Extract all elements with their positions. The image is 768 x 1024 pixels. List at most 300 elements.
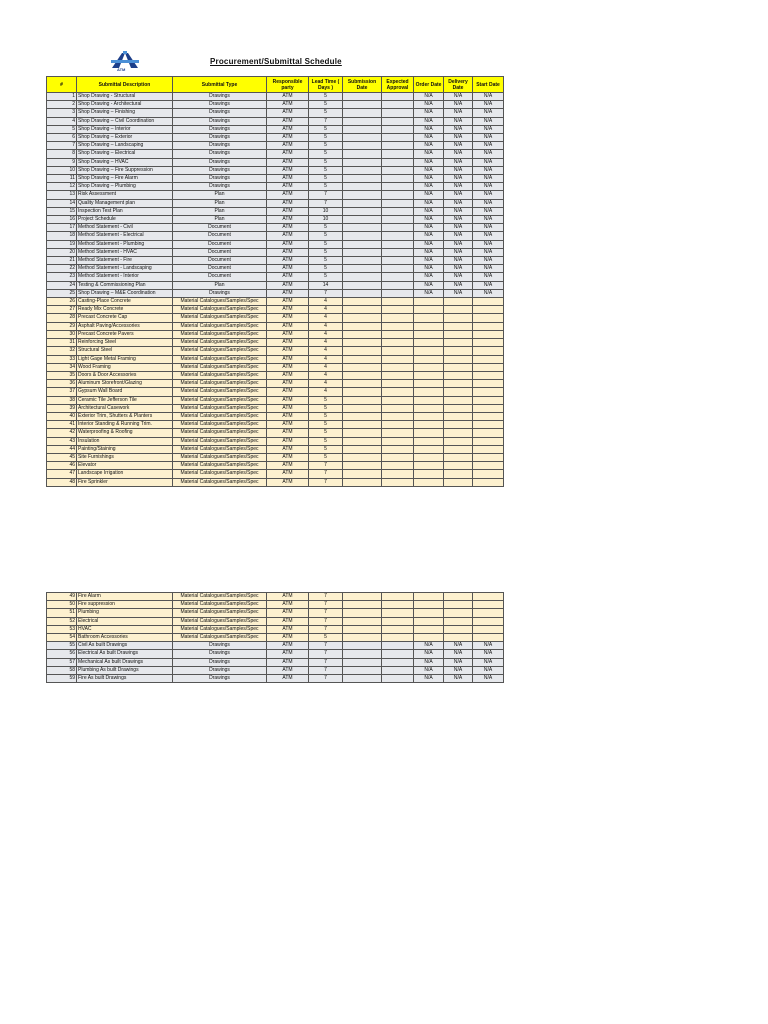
- cell-submission-date: [343, 371, 382, 379]
- cell-type: Plan: [173, 216, 267, 224]
- cell-order-date: N/A: [414, 134, 444, 142]
- cell-order-date: N/A: [414, 175, 444, 183]
- cell-submission-date: [343, 232, 382, 240]
- cell-delivery-date: N/A: [444, 265, 473, 273]
- cell-type: Material Catalogues/Samples/Spec: [173, 593, 267, 601]
- cell-responsible: ATM: [267, 306, 309, 314]
- cell-lead-time: 5: [309, 125, 343, 133]
- cell-start-date: [473, 453, 504, 461]
- cell-responsible: ATM: [267, 117, 309, 125]
- cell-order-date: N/A: [414, 642, 444, 650]
- col-header-start-date: Start Date: [473, 77, 504, 93]
- cell-submission-date: [343, 306, 382, 314]
- cell-delivery-date: [444, 355, 473, 363]
- cell-start-date: N/A: [473, 183, 504, 191]
- cell-number: 19: [47, 240, 77, 248]
- table-row: [47, 339, 504, 347]
- cell-lead-time: 4: [309, 339, 343, 347]
- cell-order-date: N/A: [414, 150, 444, 158]
- cell-number: 59: [47, 675, 77, 683]
- cell-description: Shop Drawing – Finishing: [77, 109, 173, 117]
- cell-expected-approval: [382, 166, 414, 174]
- cell-type: Material Catalogues/Samples/Spec: [173, 339, 267, 347]
- cell-start-date: [473, 429, 504, 437]
- cell-responsible: ATM: [267, 609, 309, 617]
- cell-lead-time: 5: [309, 93, 343, 101]
- cell-number: 27: [47, 306, 77, 314]
- cell-number: 55: [47, 642, 77, 650]
- cell-order-date: [414, 388, 444, 396]
- cell-responsible: ATM: [267, 412, 309, 420]
- col-header-responsible: Responsible party: [267, 77, 309, 93]
- cell-order-date: [414, 363, 444, 371]
- table-row: [47, 625, 504, 633]
- cell-start-date: N/A: [473, 125, 504, 133]
- cell-description: Project Schedule: [77, 216, 173, 224]
- cell-start-date: [473, 388, 504, 396]
- cell-delivery-date: [444, 388, 473, 396]
- cell-number: 40: [47, 412, 77, 420]
- cell-description: Method Statement - Fire: [77, 257, 173, 265]
- table-row: [47, 388, 504, 396]
- cell-delivery-date: N/A: [444, 642, 473, 650]
- cell-type: Drawings: [173, 650, 267, 658]
- cell-order-date: [414, 330, 444, 338]
- cell-responsible: ATM: [267, 248, 309, 256]
- cell-responsible: ATM: [267, 388, 309, 396]
- cell-number: 46: [47, 462, 77, 470]
- cell-delivery-date: N/A: [444, 232, 473, 240]
- cell-responsible: ATM: [267, 298, 309, 306]
- cell-submission-date: [343, 166, 382, 174]
- cell-lead-time: 4: [309, 306, 343, 314]
- cell-number: 42: [47, 429, 77, 437]
- cell-expected-approval: [382, 363, 414, 371]
- cell-type: Document: [173, 265, 267, 273]
- cell-number: 47: [47, 470, 77, 478]
- cell-delivery-date: [444, 314, 473, 322]
- cell-description: Precast Concrete Cap: [77, 314, 173, 322]
- cell-type: Material Catalogues/Samples/Spec: [173, 363, 267, 371]
- cell-responsible: ATM: [267, 617, 309, 625]
- cell-type: Material Catalogues/Samples/Spec: [173, 412, 267, 420]
- cell-number: 48: [47, 478, 77, 486]
- cell-expected-approval: [382, 232, 414, 240]
- cell-start-date: [473, 601, 504, 609]
- col-header-lead-time: Lead Time ( Days ): [309, 77, 343, 93]
- table-row: [47, 462, 504, 470]
- cell-submission-date: [343, 273, 382, 281]
- cell-number: 2: [47, 101, 77, 109]
- cell-expected-approval: [382, 339, 414, 347]
- table-row: [47, 257, 504, 265]
- cell-delivery-date: N/A: [444, 257, 473, 265]
- cell-submission-date: [343, 216, 382, 224]
- cell-type: Material Catalogues/Samples/Spec: [173, 470, 267, 478]
- cell-delivery-date: [444, 634, 473, 642]
- cell-delivery-date: N/A: [444, 93, 473, 101]
- cell-expected-approval: [382, 183, 414, 191]
- cell-start-date: N/A: [473, 289, 504, 297]
- cell-description: Ready Mix Concrete: [77, 306, 173, 314]
- table-row: [47, 93, 504, 101]
- cell-responsible: ATM: [267, 314, 309, 322]
- cell-start-date: N/A: [473, 175, 504, 183]
- cell-number: 17: [47, 224, 77, 232]
- cell-submission-date: [343, 617, 382, 625]
- cell-description: Structural Steel: [77, 347, 173, 355]
- cell-type: Material Catalogues/Samples/Spec: [173, 404, 267, 412]
- cell-start-date: N/A: [473, 158, 504, 166]
- cell-start-date: N/A: [473, 191, 504, 199]
- cell-expected-approval: [382, 396, 414, 404]
- cell-order-date: N/A: [414, 216, 444, 224]
- cell-responsible: ATM: [267, 363, 309, 371]
- cell-submission-date: [343, 634, 382, 642]
- cell-type: Drawings: [173, 158, 267, 166]
- col-header-submission-date: Submission Date: [343, 77, 382, 93]
- cell-lead-time: 5: [309, 634, 343, 642]
- cell-delivery-date: [444, 330, 473, 338]
- cell-lead-time: 5: [309, 158, 343, 166]
- cell-lead-time: 4: [309, 298, 343, 306]
- cell-submission-date: [343, 93, 382, 101]
- cell-responsible: ATM: [267, 462, 309, 470]
- table-row: [47, 650, 504, 658]
- cell-number: 44: [47, 445, 77, 453]
- cell-delivery-date: N/A: [444, 240, 473, 248]
- cell-type: Plan: [173, 207, 267, 215]
- cell-lead-time: 5: [309, 396, 343, 404]
- cell-number: 7: [47, 142, 77, 150]
- cell-start-date: N/A: [473, 207, 504, 215]
- cell-description: Casting-Place Concrete: [77, 298, 173, 306]
- cell-start-date: [473, 330, 504, 338]
- cell-expected-approval: [382, 248, 414, 256]
- cell-start-date: N/A: [473, 666, 504, 674]
- cell-type: Drawings: [173, 109, 267, 117]
- cell-delivery-date: [444, 445, 473, 453]
- cell-submission-date: [343, 191, 382, 199]
- cell-submission-date: [343, 380, 382, 388]
- cell-submission-date: [343, 363, 382, 371]
- col-header-description: Submittal Description: [77, 77, 173, 93]
- cell-responsible: ATM: [267, 355, 309, 363]
- cell-lead-time: 5: [309, 421, 343, 429]
- cell-lead-time: 5: [309, 101, 343, 109]
- cell-start-date: [473, 617, 504, 625]
- cell-type: Material Catalogues/Samples/Spec: [173, 421, 267, 429]
- cell-responsible: ATM: [267, 380, 309, 388]
- cell-delivery-date: N/A: [444, 248, 473, 256]
- cell-lead-time: 10: [309, 207, 343, 215]
- cell-delivery-date: N/A: [444, 150, 473, 158]
- cell-expected-approval: [382, 117, 414, 125]
- cell-lead-time: 5: [309, 429, 343, 437]
- cell-order-date: [414, 634, 444, 642]
- cell-responsible: ATM: [267, 322, 309, 330]
- cell-submission-date: [343, 265, 382, 273]
- cell-lead-time: 5: [309, 142, 343, 150]
- cell-lead-time: 5: [309, 453, 343, 461]
- cell-delivery-date: [444, 429, 473, 437]
- cell-start-date: N/A: [473, 101, 504, 109]
- cell-submission-date: [343, 281, 382, 289]
- cell-responsible: ATM: [267, 453, 309, 461]
- cell-type: Material Catalogues/Samples/Spec: [173, 322, 267, 330]
- cell-expected-approval: [382, 355, 414, 363]
- cell-order-date: N/A: [414, 224, 444, 232]
- cell-lead-time: 7: [309, 117, 343, 125]
- cell-expected-approval: [382, 125, 414, 133]
- cell-order-date: [414, 347, 444, 355]
- col-header-number: #: [47, 77, 77, 93]
- cell-expected-approval: [382, 191, 414, 199]
- cell-number: 22: [47, 265, 77, 273]
- cell-expected-approval: [382, 109, 414, 117]
- cell-order-date: [414, 453, 444, 461]
- cell-description: Testing & Commissioning Plan: [77, 281, 173, 289]
- cell-expected-approval: [382, 658, 414, 666]
- cell-delivery-date: [444, 601, 473, 609]
- cell-number: 1: [47, 93, 77, 101]
- cell-responsible: ATM: [267, 281, 309, 289]
- cell-description: Exterior Trim, Shutters & Planters: [77, 412, 173, 420]
- cell-submission-date: [343, 347, 382, 355]
- cell-type: Document: [173, 248, 267, 256]
- cell-start-date: [473, 445, 504, 453]
- cell-lead-time: 4: [309, 355, 343, 363]
- cell-lead-time: 7: [309, 191, 343, 199]
- cell-lead-time: 4: [309, 347, 343, 355]
- cell-description: Wood Framing: [77, 363, 173, 371]
- col-header-expected-approval: Expected Approval: [382, 77, 414, 93]
- cell-lead-time: 5: [309, 257, 343, 265]
- cell-type: Drawings: [173, 642, 267, 650]
- cell-description: Doors & Door Accessories: [77, 371, 173, 379]
- cell-submission-date: [343, 396, 382, 404]
- cell-responsible: ATM: [267, 330, 309, 338]
- cell-description: Method Statement - Plumbing: [77, 240, 173, 248]
- table-row: [47, 675, 504, 683]
- cell-submission-date: [343, 666, 382, 674]
- cell-lead-time: 4: [309, 380, 343, 388]
- cell-start-date: [473, 339, 504, 347]
- cell-delivery-date: N/A: [444, 675, 473, 683]
- cell-number: 38: [47, 396, 77, 404]
- cell-start-date: N/A: [473, 216, 504, 224]
- table-row: [47, 314, 504, 322]
- cell-delivery-date: [444, 347, 473, 355]
- cell-expected-approval: [382, 322, 414, 330]
- cell-delivery-date: N/A: [444, 183, 473, 191]
- table-row: [47, 248, 504, 256]
- table-row: [47, 216, 504, 224]
- table-row: [47, 642, 504, 650]
- cell-number: 11: [47, 175, 77, 183]
- cell-type: Material Catalogues/Samples/Spec: [173, 388, 267, 396]
- cell-start-date: [473, 306, 504, 314]
- cell-expected-approval: [382, 462, 414, 470]
- cell-lead-time: 7: [309, 625, 343, 633]
- cell-expected-approval: [382, 330, 414, 338]
- cell-delivery-date: N/A: [444, 650, 473, 658]
- cell-description: Fire suppression: [77, 601, 173, 609]
- table-row: [47, 306, 504, 314]
- table-row: [47, 593, 504, 601]
- cell-lead-time: 5: [309, 134, 343, 142]
- cell-submission-date: [343, 101, 382, 109]
- cell-start-date: [473, 437, 504, 445]
- cell-start-date: N/A: [473, 281, 504, 289]
- table-row: [47, 634, 504, 642]
- cell-expected-approval: [382, 142, 414, 150]
- table-row: [47, 134, 504, 142]
- cell-order-date: N/A: [414, 93, 444, 101]
- table-row: [47, 273, 504, 281]
- cell-type: Material Catalogues/Samples/Spec: [173, 478, 267, 486]
- cell-lead-time: 10: [309, 216, 343, 224]
- table-row: [47, 404, 504, 412]
- cell-description: Method Statement - Electrical: [77, 232, 173, 240]
- cell-responsible: ATM: [267, 175, 309, 183]
- cell-description: Plumbing As built Drawings: [77, 666, 173, 674]
- cell-lead-time: 5: [309, 412, 343, 420]
- cell-description: Risk Assessment: [77, 191, 173, 199]
- cell-submission-date: [343, 650, 382, 658]
- cell-delivery-date: N/A: [444, 666, 473, 674]
- cell-submission-date: [343, 339, 382, 347]
- table-row: [47, 617, 504, 625]
- table-row: [47, 265, 504, 273]
- cell-delivery-date: N/A: [444, 101, 473, 109]
- cell-type: Material Catalogues/Samples/Spec: [173, 429, 267, 437]
- cell-order-date: N/A: [414, 166, 444, 174]
- cell-submission-date: [343, 109, 382, 117]
- cell-submission-date: [343, 224, 382, 232]
- cell-delivery-date: N/A: [444, 207, 473, 215]
- cell-lead-time: 5: [309, 273, 343, 281]
- cell-expected-approval: [382, 642, 414, 650]
- cell-expected-approval: [382, 625, 414, 633]
- table-row: [47, 158, 504, 166]
- cell-lead-time: 7: [309, 462, 343, 470]
- cell-order-date: N/A: [414, 289, 444, 297]
- cell-start-date: [473, 396, 504, 404]
- cell-lead-time: 7: [309, 658, 343, 666]
- table-row: [47, 437, 504, 445]
- cell-lead-time: 5: [309, 224, 343, 232]
- cell-description: Shop Drawing - Structural: [77, 93, 173, 101]
- cell-responsible: ATM: [267, 183, 309, 191]
- cell-expected-approval: [382, 666, 414, 674]
- cell-lead-time: 7: [309, 199, 343, 207]
- cell-description: Gypsum Wall Board: [77, 388, 173, 396]
- col-header-type: Submittal Type: [173, 77, 267, 93]
- cell-submission-date: [343, 388, 382, 396]
- cell-description: Shop Drawing – Landscaping: [77, 142, 173, 150]
- cell-expected-approval: [382, 306, 414, 314]
- table-row: [47, 666, 504, 674]
- cell-expected-approval: [382, 421, 414, 429]
- cell-submission-date: [343, 658, 382, 666]
- cell-number: 8: [47, 150, 77, 158]
- cell-lead-time: 5: [309, 437, 343, 445]
- cell-lead-time: 7: [309, 642, 343, 650]
- cell-type: Material Catalogues/Samples/Spec: [173, 445, 267, 453]
- table-row: [47, 207, 504, 215]
- cell-type: Drawings: [173, 166, 267, 174]
- cell-submission-date: [343, 404, 382, 412]
- table-row: [47, 347, 504, 355]
- cell-delivery-date: [444, 617, 473, 625]
- cell-description: Asphalt Paving/Accessories: [77, 322, 173, 330]
- cell-delivery-date: N/A: [444, 117, 473, 125]
- cell-order-date: N/A: [414, 101, 444, 109]
- cell-description: Ceramic Tile Jefferson Tile: [77, 396, 173, 404]
- cell-order-date: [414, 314, 444, 322]
- cell-start-date: [473, 625, 504, 633]
- cell-responsible: ATM: [267, 158, 309, 166]
- cell-lead-time: 5: [309, 240, 343, 248]
- cell-submission-date: [343, 462, 382, 470]
- cell-type: Material Catalogues/Samples/Spec: [173, 380, 267, 388]
- cell-description: Mechanical As built Drawings: [77, 658, 173, 666]
- table-row: [47, 330, 504, 338]
- cell-number: 14: [47, 199, 77, 207]
- cell-type: Material Catalogues/Samples/Spec: [173, 601, 267, 609]
- cell-number: 20: [47, 248, 77, 256]
- cell-type: Drawings: [173, 134, 267, 142]
- table-row: [47, 175, 504, 183]
- cell-responsible: ATM: [267, 593, 309, 601]
- cell-responsible: ATM: [267, 93, 309, 101]
- cell-number: 41: [47, 421, 77, 429]
- cell-lead-time: 5: [309, 248, 343, 256]
- cell-lead-time: 7: [309, 593, 343, 601]
- cell-order-date: N/A: [414, 158, 444, 166]
- cell-order-date: [414, 470, 444, 478]
- cell-start-date: N/A: [473, 257, 504, 265]
- table-row: [47, 478, 504, 486]
- cell-start-date: [473, 322, 504, 330]
- cell-delivery-date: [444, 470, 473, 478]
- cell-delivery-date: [444, 298, 473, 306]
- cell-description: Method Statement - Landscaping: [77, 265, 173, 273]
- cell-responsible: ATM: [267, 658, 309, 666]
- cell-order-date: N/A: [414, 265, 444, 273]
- cell-order-date: [414, 462, 444, 470]
- cell-type: Material Catalogues/Samples/Spec: [173, 625, 267, 633]
- cell-submission-date: [343, 437, 382, 445]
- cell-number: 18: [47, 232, 77, 240]
- cell-type: Drawings: [173, 101, 267, 109]
- cell-start-date: [473, 314, 504, 322]
- cell-description: Shop Drawing – Electrical: [77, 150, 173, 158]
- cell-number: 37: [47, 388, 77, 396]
- cell-lead-time: 4: [309, 330, 343, 338]
- cell-number: 43: [47, 437, 77, 445]
- cell-responsible: ATM: [267, 166, 309, 174]
- cell-number: 32: [47, 347, 77, 355]
- cell-submission-date: [343, 150, 382, 158]
- table-row: [47, 232, 504, 240]
- cell-type: Drawings: [173, 93, 267, 101]
- cell-order-date: N/A: [414, 666, 444, 674]
- cell-type: Document: [173, 224, 267, 232]
- cell-type: Document: [173, 273, 267, 281]
- cell-lead-time: 7: [309, 675, 343, 683]
